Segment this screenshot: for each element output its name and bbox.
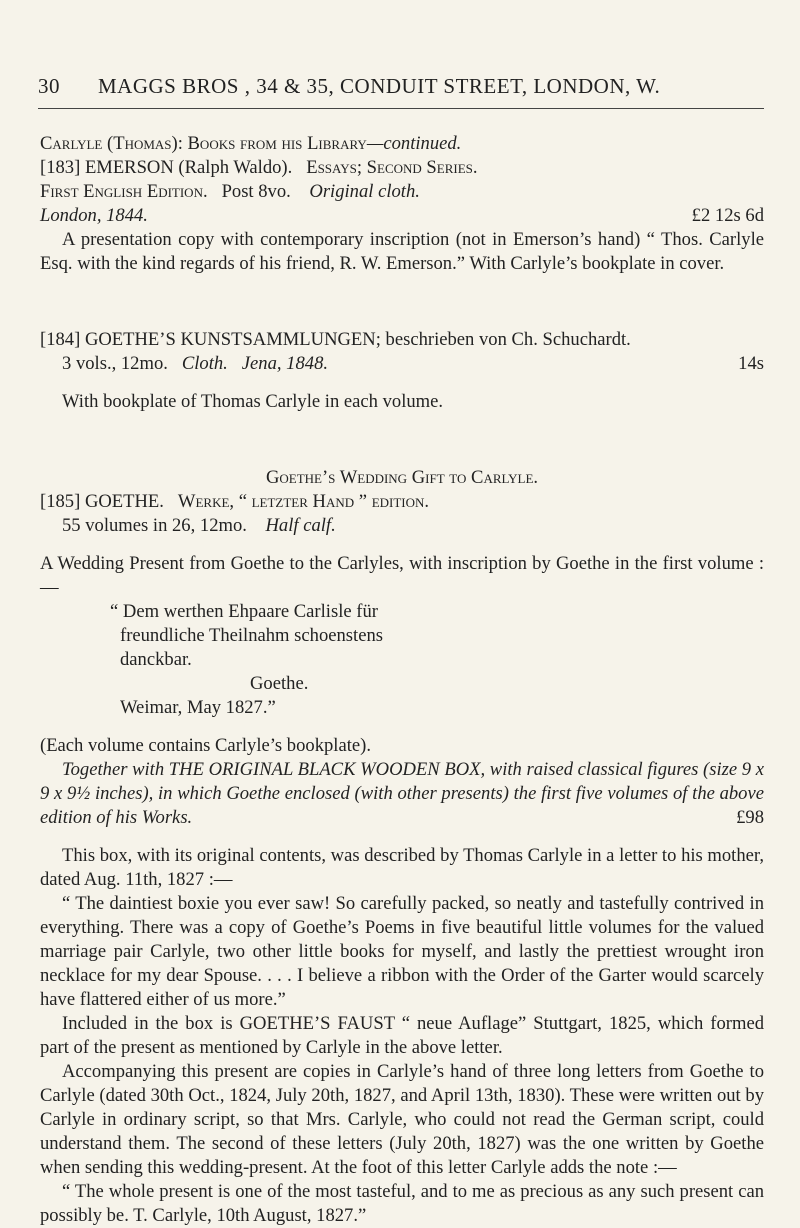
spacer [40,720,764,734]
entry-subtitle: beschrieben von Ch. Schuchardt. [385,329,631,350]
entry-title: GOETHE’S KUNSTSAMMLUNGEN; [84,329,381,350]
publisher-header: MAGGS BROS , 34 & 35, CONDUIT STREET, LONDON, W. [98,74,661,98]
section-title: Goethe’s Wedding Gift to Carlyle. [265,467,539,488]
entry-184-title-line [40,328,764,352]
entry-184-details [40,352,764,376]
entry-185-title-line [40,490,764,514]
entry-volumes: 3 vols., 12mo. [62,353,168,374]
entry-185-details [40,514,764,538]
catalogue-body [40,132,764,1228]
bookplate-note: (Each volume contains Carlyle’s bookplate). [40,735,371,756]
entry-185-paragraph-1: This box, with its original contents, was described by Thomas Carlyle in a letter to his mother, dated Aug. 11th, 1827 :— [40,845,764,890]
box-description [40,758,764,830]
entry-price: £2 12s 6d [691,205,764,226]
entry-author: GOETHE. [84,491,164,512]
entry-183-details [40,180,764,204]
entry-volumes: 55 volumes in 26, 12mo. [62,515,247,536]
box-description-text: Together with THE ORIGINAL BLACK WOODEN BOX, with raised classical figures (size 9 x 9 x 9½ inches), in which Goethe enclosed (with other presents) the first five volumes of the above edition of his Works. [40,759,764,828]
entry-183-imprint-line [40,204,764,228]
spacer [40,538,764,552]
page-header [38,74,762,99]
entry-185-paragraph-4: Accompanying this present are copies in Carlyle’s hand of three long letters from Goethe to Carlyle (dated 30th Oct., 1824, July 20th, 1827, and April 13th, 1830). These were written out by Carlyle in ordinary script, so that Mrs. Carlyle, who could not read the German script, could understand them. The second of these letters (July 20th, 1827) was the one written by Goethe when sending this wedding-present. At the foot of this letter Carlyle adds the note :— [40,1061,764,1178]
inscription-line: “ Dem werthen Ehpaare Carlisle für [110,601,378,622]
entry-185-paragraph-3: Included in the box is GOETHE’S FAUST “ neue Auflage” Stuttgart, 1825, which formed part of the present as mentioned by Carlyle in the above letter. [40,1013,764,1058]
inscription-line: freundliche Theilnahm schoenstens [120,625,383,646]
entry-183-title-line [40,156,764,180]
entry-imprint: Jena, 1848. [241,353,329,374]
section-heading-author: Carlyle (Thomas): Books from his Library [40,133,367,154]
entry-edition: First English Edition. [40,181,208,202]
entry-185-paragraph-2: “ The daintiest boxie you ever saw! So carefully packed, so neatly and tastefully contrived in everything. There was a copy of Goethe’s Poems in five beautiful little volumes for the valued marriage pair Carlyle, two other little books for myself, and lastly the prettiest wrought iron necklace for my dear Spouse. . . . I believe a ribbon with the Order of the Garter would scarcely have flattered either of us more.” [40,893,764,1010]
entry-185-intro: A Wedding Present from Goethe to the Carlyles, with inscription by Goethe in the first volume :— [40,553,764,598]
entry-author: EMERSON (Ralph Waldo). [84,157,293,178]
entry-title: Werke, “ letzter Hand ” edition. [177,491,430,512]
entry-183-note: A presentation copy with contemporary inscription (not in Emerson’s hand) “ Thos. Carlyle Esq. with the kind regards of his friend, R. W. Emerson.” With Carlyle’s bookplate in cover. [40,229,764,274]
spacer [40,376,764,390]
entry-185-paragraph-5: “ The whole present is one of the most tasteful, and to me as precious as any such present can possibly be. T. Carlyle, 10th August, 1827.” [40,1181,764,1226]
entry-184-note: With bookplate of Thomas Carlyle in each volume. [62,391,444,412]
spacer [40,276,764,328]
inscription-signature: Goethe. [250,673,309,694]
section-heading [40,132,764,156]
spacer [40,414,764,466]
entry-format: Post 8vo. [221,181,291,202]
goethe-inscription [40,600,764,720]
inscription-line: danckbar. [120,649,192,670]
entry-number: [183] [40,157,81,178]
entry-title: Essays; Second Series. [306,157,478,178]
section-heading-continued: —continued. [366,133,462,154]
entry-price: 14s [738,353,764,374]
spacer [40,830,764,844]
header-rule [38,108,764,109]
page-number: 30 [38,74,60,98]
entry-number: [184] [40,329,81,350]
entry-price: £98 [736,807,764,828]
entry-binding: Original cloth. [309,181,420,202]
entry-number: [185] [40,491,81,512]
entry-imprint: London, 1844. [40,205,148,226]
inscription-place-date: Weimar, May 1827.” [120,697,276,718]
entry-binding: Half calf. [265,515,336,536]
entry-binding: Cloth. [181,353,228,374]
